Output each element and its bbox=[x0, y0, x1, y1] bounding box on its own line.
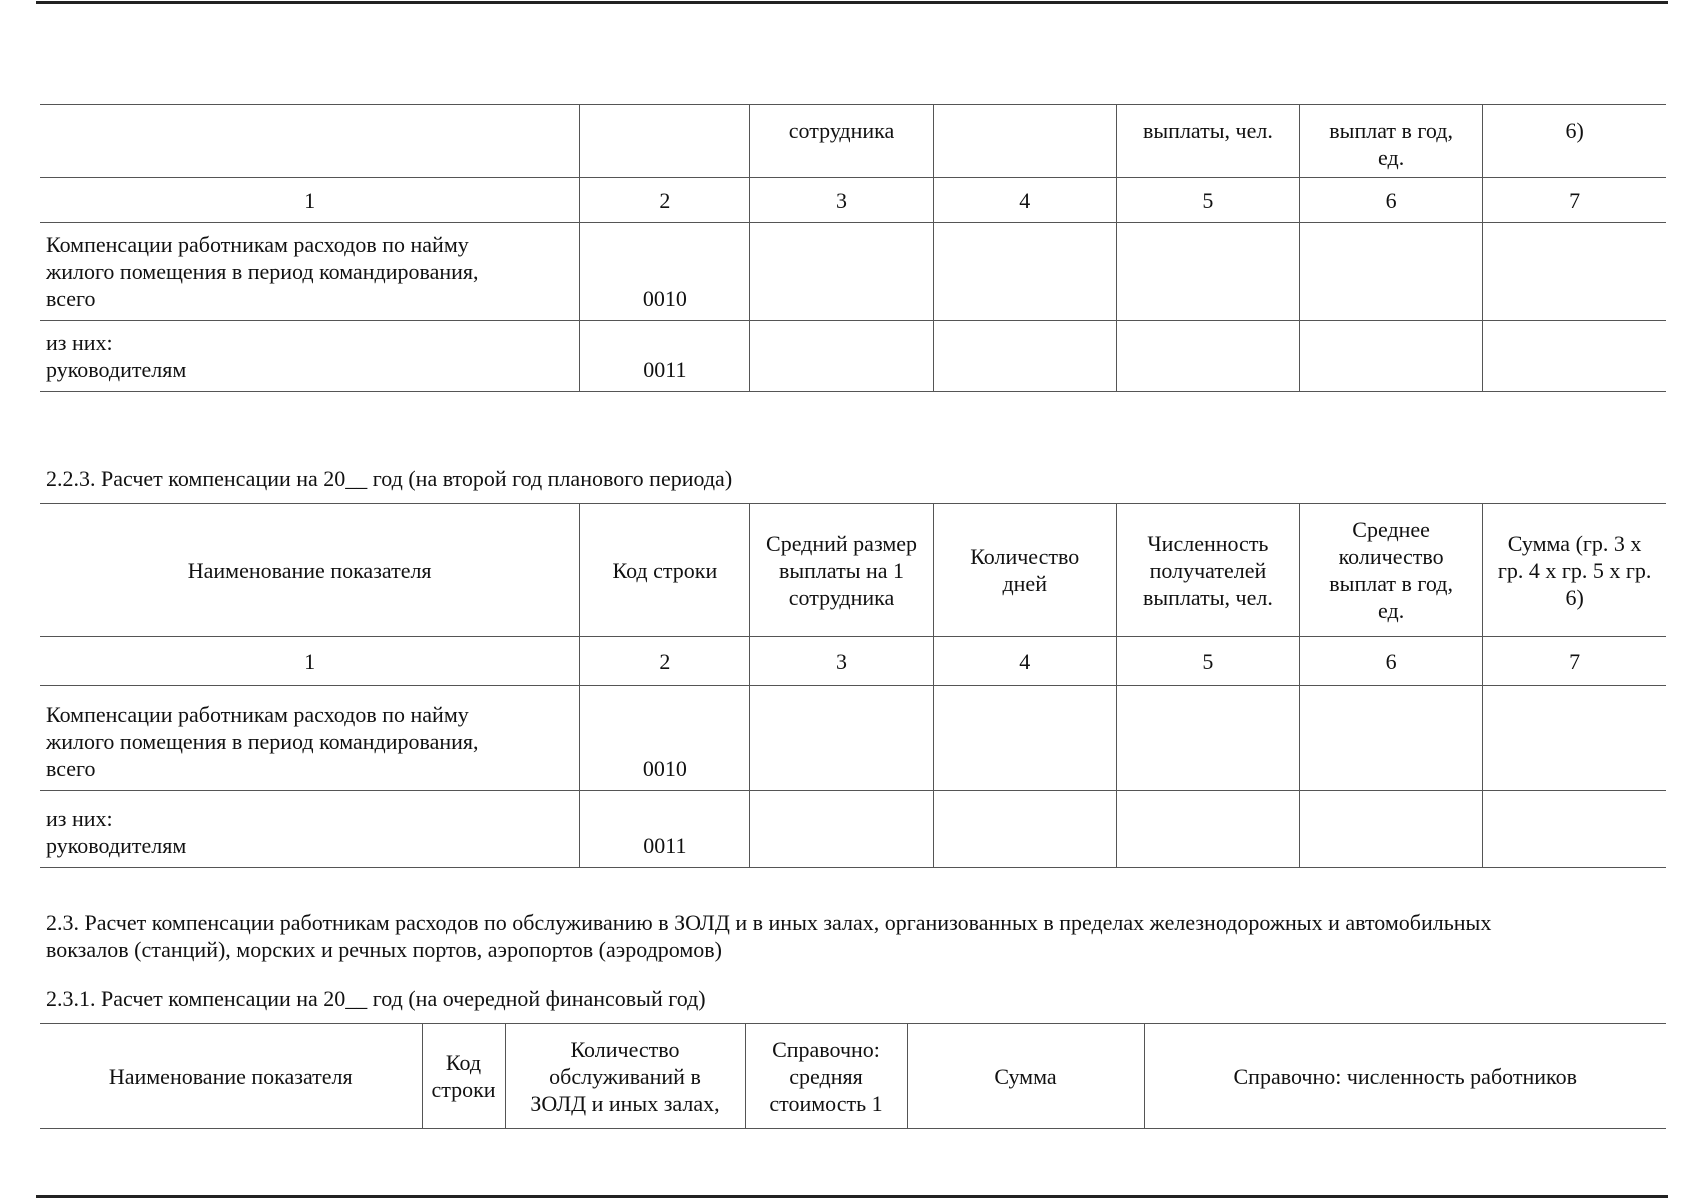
value-cell[interactable] bbox=[1300, 686, 1483, 791]
table-header-row bbox=[40, 504, 1666, 637]
row-label: из них: руководителям bbox=[40, 321, 580, 392]
column-number: 1 bbox=[40, 637, 580, 686]
column-number: 5 bbox=[1116, 178, 1299, 223]
value-cell[interactable] bbox=[1483, 791, 1666, 868]
column-number: 3 bbox=[750, 178, 933, 223]
header-cell bbox=[580, 105, 750, 178]
column-number: 7 bbox=[1483, 637, 1666, 686]
header-cell: Справочно: средняя стоимость 1 bbox=[745, 1024, 907, 1129]
column-number-row bbox=[40, 178, 1666, 223]
header-cell: Сумма (гр. 3 х гр. 4 х гр. 5 х гр. 6) bbox=[1483, 504, 1666, 637]
header-cell: Среднее количество выплат в год, ед. bbox=[1300, 504, 1483, 637]
row-code: 0010 bbox=[580, 686, 750, 791]
column-number: 1 bbox=[40, 178, 580, 223]
row-code: 0011 bbox=[580, 321, 750, 392]
value-cell[interactable] bbox=[1116, 791, 1299, 868]
header-cell: Справочно: численность работников bbox=[1144, 1024, 1666, 1129]
row-label: Компенсации работникам расходов по найму жилого помещения в период командирования, всего bbox=[40, 686, 580, 791]
page-bottom-rule bbox=[36, 1195, 1668, 1198]
table-header-row bbox=[40, 105, 1666, 178]
table-row bbox=[40, 791, 1666, 868]
value-cell[interactable] bbox=[933, 791, 1116, 868]
header-cell bbox=[40, 105, 580, 178]
section-heading-2-3-1: 2.3.1. Расчет компенсации на 20__ год (на очередной финансовый год) bbox=[46, 986, 706, 1011]
table-zold-2-3-1 bbox=[40, 1023, 1666, 1129]
table-row bbox=[40, 223, 1666, 321]
value-cell[interactable] bbox=[750, 686, 933, 791]
header-cell: Код строки bbox=[580, 504, 750, 637]
value-cell[interactable] bbox=[1483, 223, 1666, 321]
value-cell[interactable] bbox=[933, 321, 1116, 392]
value-cell[interactable] bbox=[750, 223, 933, 321]
value-cell[interactable] bbox=[1116, 321, 1299, 392]
header-cell: Средний размер выплаты на 1 сотрудника bbox=[750, 504, 933, 637]
column-number: 4 bbox=[933, 637, 1116, 686]
value-cell[interactable] bbox=[933, 223, 1116, 321]
value-cell[interactable] bbox=[750, 321, 933, 392]
header-cell: Сумма bbox=[907, 1024, 1144, 1129]
column-number: 3 bbox=[750, 637, 933, 686]
value-cell[interactable] bbox=[1116, 223, 1299, 321]
value-cell[interactable] bbox=[1483, 686, 1666, 791]
row-label: из них: руководителям bbox=[40, 791, 580, 868]
header-cell: Количество дней bbox=[933, 504, 1116, 637]
section-heading-2-3: 2.3. Расчет компенсации работникам расходов по обслуживанию в ЗОЛД и в иных залах, организованных в пределах железнодорожных и автомобильных вокзалов (станций), морских и речных портов, аэропортов (аэродромов) bbox=[46, 910, 1492, 962]
header-cell: 6) bbox=[1483, 105, 1666, 178]
value-cell[interactable] bbox=[1483, 321, 1666, 392]
header-cell bbox=[933, 105, 1116, 178]
column-number: 2 bbox=[580, 178, 750, 223]
column-number: 6 bbox=[1300, 178, 1483, 223]
value-cell[interactable] bbox=[1300, 223, 1483, 321]
value-cell[interactable] bbox=[1116, 686, 1299, 791]
value-cell[interactable] bbox=[1300, 321, 1483, 392]
table-compensation-continued bbox=[40, 104, 1666, 392]
table-compensation-2-2-3 bbox=[40, 503, 1666, 868]
header-cell: Наименование показателя bbox=[40, 1024, 422, 1129]
header-cell: Численность получателей выплаты, чел. bbox=[1116, 504, 1299, 637]
value-cell[interactable] bbox=[1300, 791, 1483, 868]
value-cell[interactable] bbox=[933, 686, 1116, 791]
header-cell: выплаты, чел. bbox=[1116, 105, 1299, 178]
column-number: 6 bbox=[1300, 637, 1483, 686]
page-top-rule bbox=[36, 1, 1668, 4]
header-cell: Наименование показателя bbox=[40, 504, 580, 637]
table-row bbox=[40, 686, 1666, 791]
value-cell[interactable] bbox=[750, 791, 933, 868]
row-code: 0011 bbox=[580, 791, 750, 868]
header-cell: сотрудника bbox=[750, 105, 933, 178]
column-number: 2 bbox=[580, 637, 750, 686]
section-heading-2-2-3: 2.2.3. Расчет компенсации на 20__ год (на второй год планового периода) bbox=[46, 466, 733, 491]
table-header-row bbox=[40, 1024, 1666, 1129]
header-cell: Код строки bbox=[422, 1024, 505, 1129]
header-cell: Количество обслуживаний в ЗОЛД и иных залах, bbox=[505, 1024, 745, 1129]
column-number: 7 bbox=[1483, 178, 1666, 223]
column-number: 5 bbox=[1116, 637, 1299, 686]
column-number-row bbox=[40, 637, 1666, 686]
header-cell: выплат в год, ед. bbox=[1300, 105, 1483, 178]
row-label: Компенсации работникам расходов по найму жилого помещения в период командирования, всего bbox=[40, 223, 580, 321]
row-code: 0010 bbox=[580, 223, 750, 321]
table-row bbox=[40, 321, 1666, 392]
column-number: 4 bbox=[933, 178, 1116, 223]
